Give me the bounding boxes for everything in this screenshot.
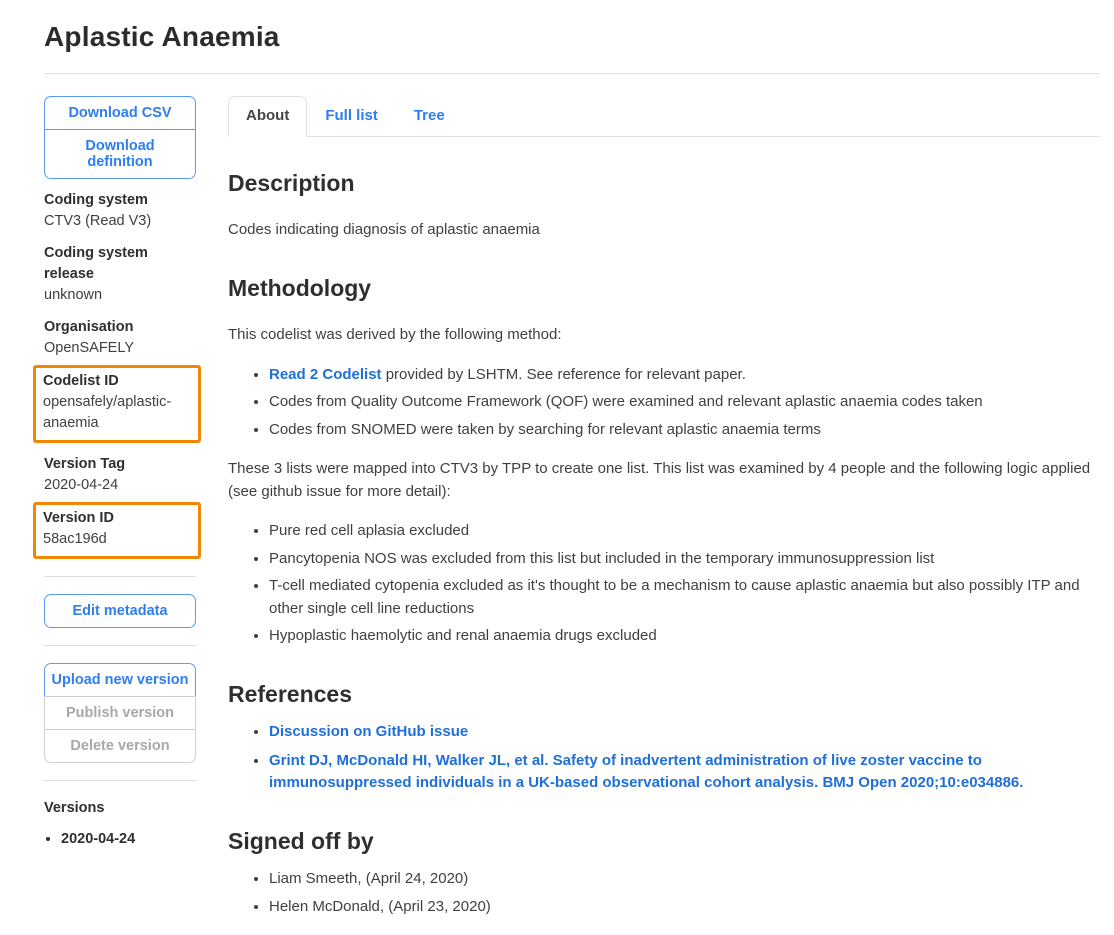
meta-codelist-id-highlight-box (33, 365, 201, 443)
description-heading: Description (228, 169, 355, 196)
list-item: • Pancytopenia NOS was excluded from this list but included in the temporary immunosuppression list (269, 548, 1100, 571)
publish-version-button: Publish version (44, 696, 196, 730)
github-issue-link[interactable]: Discussion on GitHub issue (269, 723, 469, 740)
list-item: • Helen McDonald, (April 23, 2020) (269, 896, 1100, 919)
meta-value: 2020-04-24 (44, 477, 119, 494)
meta-label: Coding system (44, 192, 148, 208)
meta-label: Version Tag (44, 456, 126, 473)
signed-off-section (228, 824, 1100, 919)
signed-off-list (228, 868, 1100, 918)
list-item (269, 750, 1100, 795)
meta-version-tag (44, 454, 196, 496)
metadata-list (44, 190, 196, 559)
list-item-text: provided by LSHTM. See reference for relevant paper. (381, 365, 746, 383)
meta-label: Organisation (44, 319, 134, 336)
versions-list (44, 829, 196, 850)
methodology-section (228, 271, 1100, 648)
read2-codelist-link[interactable]: Read 2 Codelist (269, 365, 382, 383)
methodology-sources-list (228, 364, 1100, 442)
methodology-intro: This codelist was derived by the following method: (228, 326, 562, 343)
list-item: • Hypoplastic haemolytic and renal anaemia drugs excluded (269, 625, 1100, 648)
description-section (228, 166, 1100, 242)
sidebar-divider (44, 576, 196, 577)
edit-metadata-button[interactable]: Edit metadata (44, 594, 196, 628)
tab-bar (228, 96, 1100, 137)
download-csv-button[interactable]: Download CSV (44, 96, 196, 130)
sidebar-divider (44, 780, 196, 781)
meta-value: opensafely/aplastic-anaemia (43, 394, 172, 432)
list-item (269, 721, 1100, 744)
sidebar-divider (44, 645, 196, 646)
meta-value: CTV3 (Read V3) (44, 213, 152, 230)
meta-value: OpenSAFELY (44, 340, 135, 357)
meta-coding-system (44, 190, 196, 232)
versions-heading: Versions (44, 800, 105, 817)
meta-version-id-highlight-box (33, 502, 201, 559)
download-definition-button[interactable]: Download definition (44, 129, 196, 179)
sidebar (44, 96, 196, 850)
references-section (228, 677, 1100, 795)
meta-organisation (44, 317, 196, 359)
list-item: • T-cell mediated cytopenia excluded as it's thought to be a mechanism to cause aplastic anaemia but also possibly ITP and other single cell line reductions (269, 575, 1100, 620)
download-button-group (44, 96, 196, 179)
description-text: Codes indicating diagnosis of aplastic anaemia (228, 221, 540, 238)
references-list (228, 721, 1100, 795)
tab-tree[interactable]: Tree (413, 107, 445, 124)
upload-new-version-button[interactable]: Upload new version (44, 663, 196, 697)
list-item: • Codes from SNOMED were taken by searching for relevant aplastic anaemia terms (269, 419, 1100, 442)
title-divider (44, 73, 1100, 74)
meta-label: Version ID (43, 510, 114, 527)
version-actions-button-group (44, 663, 196, 763)
tab-full-list[interactable]: Full list (325, 107, 378, 124)
main-content (228, 96, 1100, 935)
list-item: • Liam Smeeth, (April 24, 2020) (269, 868, 1100, 891)
list-item: • Codes from Quality Outcome Framework (QOF) were examined and relevant aplastic anaemia codes taken (269, 391, 1100, 414)
methodology-logic-list (228, 520, 1100, 648)
meta-value: unknown (44, 287, 103, 304)
meta-coding-system-release (44, 243, 196, 306)
version-item: • 2020-04-24 (61, 829, 196, 850)
list-item (269, 364, 1100, 387)
page-title: Aplastic Anaemia (44, 21, 280, 52)
meta-value: 58ac196d (43, 531, 107, 548)
meta-label: Codelist ID (43, 373, 119, 390)
meta-label: Coding system release (44, 245, 148, 283)
tab-about[interactable]: About (228, 96, 307, 137)
list-item: • Pure red cell aplasia excluded (269, 520, 1100, 543)
methodology-heading: Methodology (228, 274, 372, 301)
bmj-paper-link[interactable]: Grint DJ, McDonald HI, Walker JL, et al. Safety of inadvertent administration of live zoster vaccine to immunosuppressed individuals in a UK-based observational cohort analysis. BMJ Open 2020;10:e034886. (269, 751, 1024, 791)
delete-version-button: Delete version (44, 729, 196, 763)
references-heading: References (228, 680, 353, 707)
signed-off-heading: Signed off by (228, 827, 374, 854)
methodology-mapping-note: These 3 lists were mapped into CTV3 by TPP to create one list. This list was examined by 4 people and the following logic applied (see github issue for more detail): (228, 460, 1091, 500)
